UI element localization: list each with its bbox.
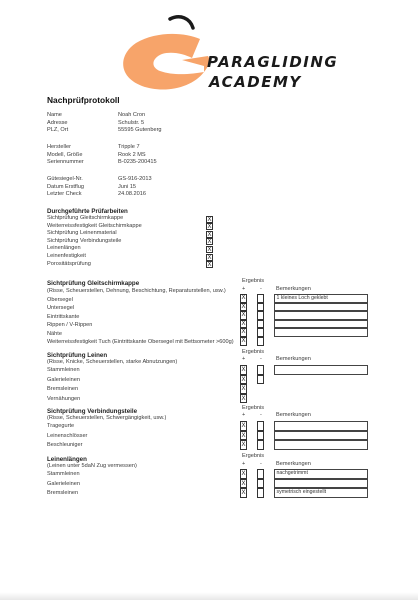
row-label: Galerieleinen bbox=[47, 376, 80, 383]
customer-address-value: Schulstr. 5 bbox=[118, 119, 145, 126]
section-rows bbox=[47, 422, 87, 451]
remark-field[interactable]: nachgetrimmt bbox=[274, 469, 368, 479]
seal-values bbox=[118, 176, 152, 199]
customer-name-value: Noah Cron bbox=[118, 112, 146, 118]
checks-heading: Durchgeführte Prüfarbeiten bbox=[47, 208, 128, 215]
plus-checkbox[interactable]: X bbox=[241, 471, 246, 477]
last-check-label: Letzter Check bbox=[47, 191, 82, 198]
result-heading: Ergebnis bbox=[242, 278, 265, 284]
remark-field[interactable]: 1 kleines Loch geklebt bbox=[274, 294, 368, 303]
customer-city-value: 55595 Gutenberg bbox=[118, 127, 162, 134]
seal-number-label: Gütesiegel-Nr. bbox=[47, 176, 83, 182]
section-subtitle: (Risse, Scheuerstellen, Schwergängigkeit, usw.) bbox=[47, 415, 167, 421]
check-checkbox[interactable]: X bbox=[207, 216, 212, 223]
page-title: Nachprüfprotokoll bbox=[47, 95, 120, 105]
remark-field[interactable] bbox=[274, 421, 368, 431]
customer-block bbox=[47, 112, 68, 135]
row-label: Vernähungen bbox=[47, 395, 81, 402]
check-checkbox[interactable]: X bbox=[207, 254, 212, 261]
result-heading: Ergebnis bbox=[242, 405, 265, 411]
plus-checkbox[interactable]: X bbox=[241, 432, 246, 439]
plus-checkbox[interactable]: X bbox=[241, 490, 246, 497]
check-checkbox[interactable]: X bbox=[207, 262, 212, 269]
remark-field[interactable] bbox=[274, 479, 368, 489]
logo-text-line2: ACADEMY bbox=[209, 73, 302, 91]
row-label: Bremsleinen bbox=[47, 386, 79, 393]
plus-checkbox[interactable]: X bbox=[241, 312, 246, 319]
section-title: Leinenlängen bbox=[47, 456, 87, 463]
check-item: Sichtprüfung Verbindungsteile bbox=[47, 237, 122, 244]
serial-value: B-0235-200415 bbox=[118, 159, 157, 166]
minus-checkbox[interactable] bbox=[257, 294, 264, 303]
check-item: Leinenfestigkeit bbox=[47, 252, 86, 259]
plus-checkbox[interactable]: X bbox=[241, 386, 246, 393]
logo-text-line1: PARAGLIDING bbox=[207, 53, 339, 71]
minus-checkbox[interactable] bbox=[257, 440, 264, 450]
row-label: Untersegel bbox=[47, 305, 75, 312]
serial-label: Seriennummer bbox=[47, 159, 84, 166]
check-item: Weiterreissfestigkeit Gleitschirmkappe bbox=[47, 222, 142, 229]
row-label: Beschleuniger bbox=[47, 442, 83, 449]
minus-checkbox[interactable] bbox=[257, 337, 264, 346]
minus-checkbox[interactable] bbox=[257, 303, 264, 312]
minus-checkbox[interactable] bbox=[257, 431, 264, 441]
check-item: Sichtprüfung Leinenmaterial bbox=[47, 230, 117, 237]
plus-checkbox[interactable]: X bbox=[241, 395, 246, 402]
plus-checkbox[interactable]: X bbox=[241, 295, 246, 301]
result-plus-label: + bbox=[242, 412, 246, 418]
plus-checkbox[interactable]: X bbox=[241, 338, 246, 344]
result-minus-label: - bbox=[260, 286, 262, 292]
row-label: Bremsleinen bbox=[47, 490, 79, 497]
last-check-value: 24.08.2016 bbox=[118, 191, 146, 198]
check-checkbox[interactable]: X bbox=[207, 224, 212, 231]
section-title: Sichtprüfung Verbindungsteile bbox=[47, 408, 138, 415]
paraglider-swoosh-icon bbox=[112, 14, 222, 104]
minus-checkbox[interactable] bbox=[257, 421, 264, 431]
row-label: Leinenschlösser bbox=[47, 432, 88, 439]
customer-address-label: Adresse bbox=[47, 119, 68, 126]
manufacturer-value: Tripple 7 bbox=[118, 144, 140, 150]
plus-checkbox[interactable]: X bbox=[241, 320, 246, 327]
row-label: Tragegurte bbox=[47, 423, 75, 429]
check-item: Leinenlängen bbox=[47, 245, 81, 252]
customer-values bbox=[118, 112, 162, 135]
row-label: Eintrittskante bbox=[47, 313, 80, 320]
row-label: Rippen / V-Rippen bbox=[47, 322, 93, 329]
check-checkbox[interactable]: X bbox=[207, 246, 212, 253]
section-title: Sichtprüfung Leinen bbox=[47, 352, 108, 359]
checks-list bbox=[47, 215, 142, 268]
result-minus-label: - bbox=[260, 356, 262, 362]
minus-checkbox[interactable] bbox=[257, 365, 264, 375]
section-rows bbox=[47, 296, 234, 348]
first-flight-value: Juni 15 bbox=[118, 183, 137, 190]
remarks-heading: Bemerkungen bbox=[276, 356, 311, 362]
row-label: Obersegel bbox=[47, 296, 73, 303]
minus-checkbox[interactable] bbox=[257, 311, 264, 320]
remark-field[interactable] bbox=[274, 365, 368, 375]
remarks-heading: Bemerkungen bbox=[276, 286, 311, 292]
manufacturer-label: Hersteller bbox=[47, 144, 71, 150]
row-label: Stammleinen bbox=[47, 471, 80, 477]
plus-checkbox[interactable]: X bbox=[241, 303, 246, 310]
plus-checkbox[interactable]: X bbox=[241, 480, 246, 487]
remark-field[interactable] bbox=[274, 303, 368, 312]
check-item: Porositätsprüfung bbox=[47, 260, 91, 267]
glider-values bbox=[118, 144, 157, 167]
result-plus-label: + bbox=[242, 356, 246, 362]
remarks-heading: Bemerkungen bbox=[276, 461, 311, 467]
plus-checkbox[interactable]: X bbox=[241, 423, 246, 429]
check-checkbox[interactable]: X bbox=[207, 231, 212, 238]
model-value: Rook 2 MS bbox=[118, 151, 146, 158]
page-bottom-edge bbox=[0, 592, 418, 600]
remark-field[interactable]: symetrisch eingestellt bbox=[274, 488, 368, 498]
remark-field[interactable] bbox=[274, 440, 368, 450]
minus-checkbox[interactable] bbox=[257, 320, 264, 329]
model-label: Modell, Größe bbox=[47, 151, 83, 158]
row-label: Stammleinen bbox=[47, 367, 80, 373]
academy-logo bbox=[112, 14, 382, 104]
result-heading: Ergebnis bbox=[242, 349, 265, 355]
minus-checkbox[interactable] bbox=[257, 469, 264, 479]
plus-checkbox[interactable]: X bbox=[241, 376, 246, 383]
first-flight-label: Datum Erstflug bbox=[47, 183, 84, 190]
customer-city-label: PLZ, Ort bbox=[47, 127, 69, 134]
plus-checkbox[interactable]: X bbox=[241, 442, 246, 449]
section-rows bbox=[47, 366, 80, 404]
check-item: Sichtprüfung Gleitschirmkappe bbox=[47, 215, 124, 221]
section-subtitle: (Leinen unter 5daN Zug vermessen) bbox=[47, 463, 137, 469]
seal-number-value: GS-916-2013 bbox=[118, 176, 152, 182]
remark-field[interactable] bbox=[274, 311, 368, 320]
plus-checkbox[interactable]: X bbox=[241, 367, 246, 373]
check-checkbox[interactable]: X bbox=[207, 239, 212, 246]
plus-checkbox[interactable]: X bbox=[241, 329, 246, 336]
result-minus-label: - bbox=[260, 412, 262, 418]
section-subtitle: (Risse, Knicke, Scheuerstellen, starke Abnutzungen) bbox=[47, 359, 178, 365]
seal-block bbox=[47, 176, 84, 199]
remark-field[interactable] bbox=[274, 320, 368, 329]
remarks-heading: Bemerkungen bbox=[276, 412, 311, 418]
customer-name-label: Name bbox=[47, 112, 62, 118]
remark-field[interactable] bbox=[274, 431, 368, 441]
minus-checkbox[interactable] bbox=[257, 488, 264, 498]
minus-checkbox[interactable] bbox=[257, 375, 264, 385]
remark-field[interactable] bbox=[274, 328, 368, 337]
row-label: Weiterreissfestigkeit Tuch (Eintrittskante Obersegel mit Bettsometer >600g) bbox=[47, 339, 234, 346]
result-plus-label: + bbox=[242, 286, 246, 292]
row-label: Nähte bbox=[47, 330, 62, 337]
glider-block bbox=[47, 144, 84, 167]
minus-checkbox[interactable] bbox=[257, 328, 264, 337]
section-title: Sichtprüfung Gleitschirmkappe bbox=[47, 280, 140, 287]
row-label: Galerieleinen bbox=[47, 480, 80, 487]
section-subtitle: (Risse, Scheuerstellen, Dehnung, Beschichtung, Reparaturstellen, usw.) bbox=[47, 288, 226, 294]
minus-checkbox[interactable] bbox=[257, 479, 264, 489]
result-heading: Ergebnis bbox=[242, 453, 265, 459]
result-minus-label: - bbox=[260, 461, 262, 467]
section-rows bbox=[47, 470, 80, 499]
result-plus-label: + bbox=[242, 461, 246, 467]
